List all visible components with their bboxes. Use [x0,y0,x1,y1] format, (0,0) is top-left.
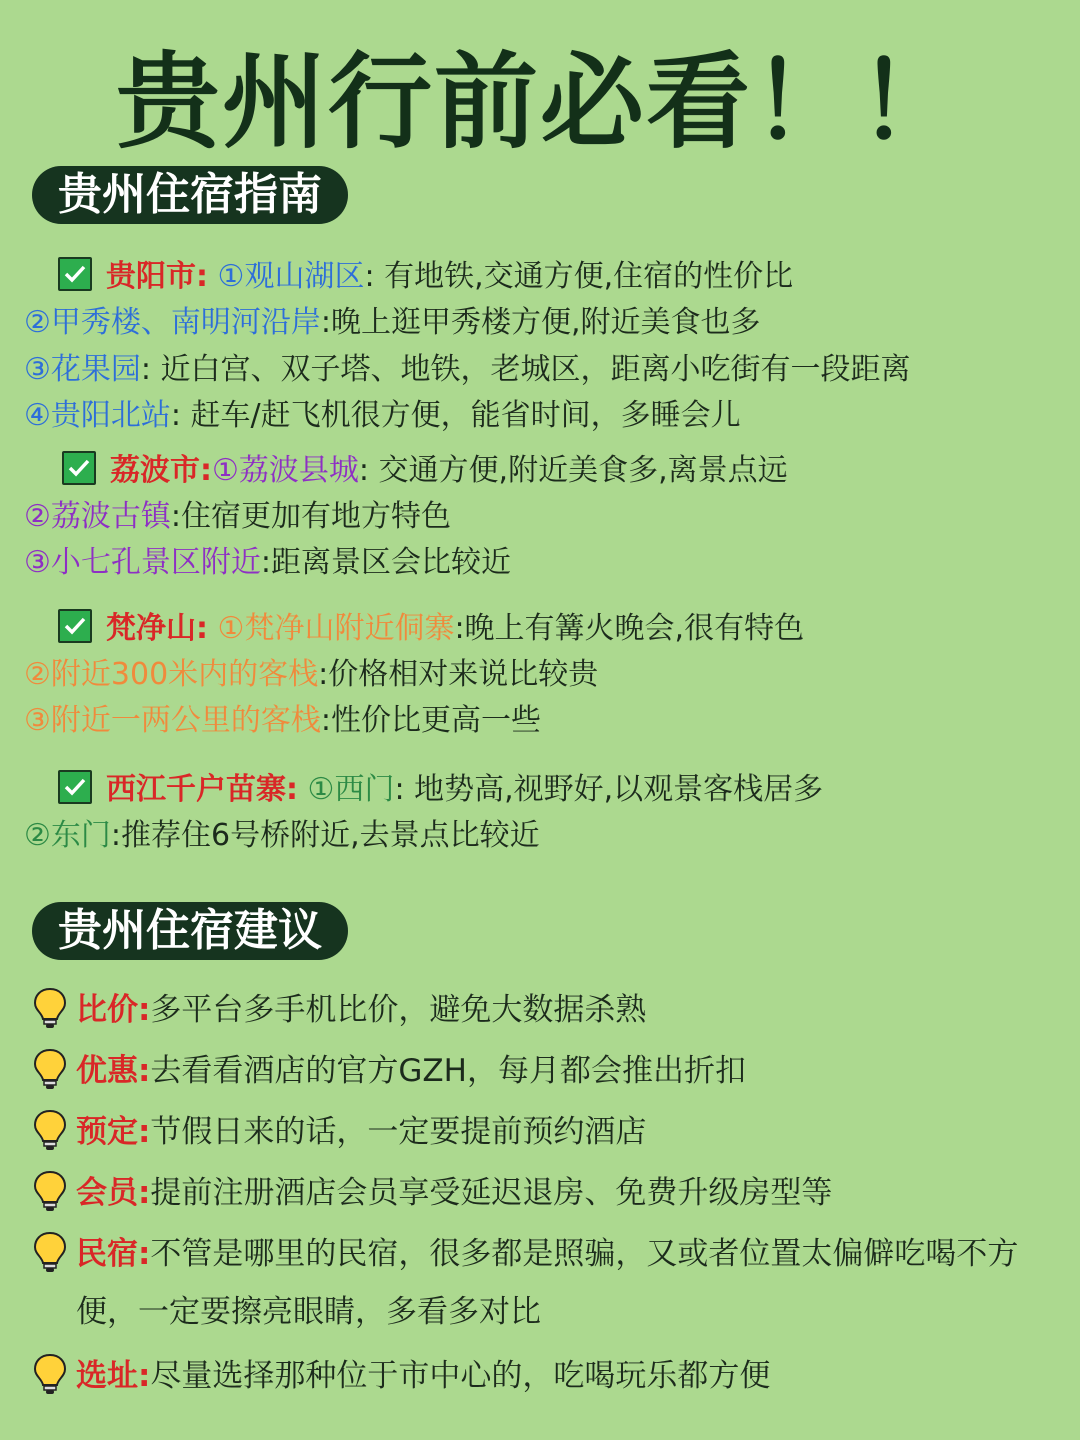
tip-item [30,1047,746,1092]
guiyang-row-2 [24,303,761,343]
tip-text: 尽量选择那种位于市中心的，吃喝玩乐都方便 [150,1358,771,1394]
tip-key: 比价: [76,992,151,1028]
guiyang-row-3 [24,350,911,390]
tip-key: 会员: [76,1175,151,1211]
lightbulb-icon [30,1047,70,1091]
area-label: ③附近一两公里的客栈 [24,703,321,738]
area-label: ④贵阳北站 [24,398,171,433]
libo-row-3 [24,543,511,583]
area-label: ②东门 [24,818,111,853]
area-label: ①荔波县城 [212,453,359,488]
guiyang-row-1 [58,257,793,297]
area-desc: :晚上逛甲秀楼方便,附近美食也多 [320,305,761,340]
lightbulb-icon [30,1108,70,1152]
check-icon [62,451,96,485]
city-name-guiyang: 贵阳市: [106,259,208,294]
lightbulb-icon [30,1352,70,1396]
area-desc: : 近白宫、双子塔、地铁，老城区，距离小吃街有一段距离 [140,352,911,387]
tip-item [30,1352,770,1397]
area-desc: :性价比更高一些 [320,703,542,738]
area-label: ①梵净山附近侗寨 [217,611,455,646]
fanjing-row-2 [24,655,598,695]
area-desc: :晚上有篝火晚会,很有特色 [454,611,805,646]
tip-text-continued: 便，一定要擦亮眼睛，多看多对比 [76,1294,541,1330]
lightbulb-icon [30,986,70,1030]
section-heading-guide: 贵州住宿指南 [32,166,348,224]
area-label: ②荔波古镇 [24,499,171,534]
tip-text: 提前注册酒店会员享受延迟退房、免费升级房型等 [150,1175,833,1211]
city-name-libo: 荔波市: [110,453,212,488]
tip-key: 选址: [76,1358,151,1394]
tip-key: 优惠: [76,1053,151,1089]
xijiang-row-1 [58,770,823,810]
area-desc: : 赶车/赶飞机很方便，能省时间，多睡会儿 [170,398,741,433]
city-name-xijiang: 西江千户苗寨: [106,772,298,807]
tip-key: 民宿: [76,1236,151,1272]
area-label: ①西门 [307,772,395,807]
tip-item [30,1108,646,1153]
area-label: ①观山湖区 [217,259,365,294]
area-label: ③小七孔景区附近 [24,545,261,580]
tip-text: 多平台多手机比价，避免大数据杀熟 [150,992,647,1028]
tip-item [30,1169,832,1214]
fanjing-row-3 [24,701,541,741]
libo-row-2 [24,497,451,537]
tip-text: 去看看酒店的官方GZH，每月都会推出折扣 [150,1053,746,1089]
area-label: ②附近300米内的客栈 [24,657,319,692]
xijiang-row-2 [24,816,540,856]
area-desc: :距离景区会比较近 [260,545,512,580]
tip-item [30,986,646,1031]
area-desc: :推荐住6号桥附近,去景点比较近 [110,818,540,853]
lightbulb-icon [30,1230,70,1274]
check-icon [58,609,92,643]
area-desc: : 有地铁,交通方便,住宿的性价比 [364,259,794,294]
area-label: ③花果园 [24,352,141,387]
page-title: 贵州行前必看！！ [115,41,964,163]
area-label: ②甲秀楼、南明河沿岸 [24,305,321,340]
check-icon [58,257,92,291]
area-desc: : 地势高,视野好,以观景客栈居多 [394,772,824,807]
section-heading-advice: 贵州住宿建议 [32,902,348,960]
area-desc: : 交通方便,附近美食多,离景点远 [358,453,788,488]
check-icon [58,770,92,804]
area-desc: :价格相对来说比较贵 [318,657,599,692]
guiyang-row-4 [24,396,741,436]
tip-text: 不管是哪里的民宿，很多都是照骗，又或者位置太偏僻吃喝不方 [150,1236,1019,1272]
libo-row-1 [62,451,788,491]
lightbulb-icon [30,1169,70,1213]
fanjing-row-1 [58,609,804,649]
tip-item [30,1230,1018,1275]
city-name-fanjing: 梵净山: [106,611,208,646]
area-desc: :住宿更加有地方特色 [170,499,452,534]
tip-key: 预定: [76,1114,151,1150]
tip-text: 节假日来的话，一定要提前预约酒店 [150,1114,647,1150]
